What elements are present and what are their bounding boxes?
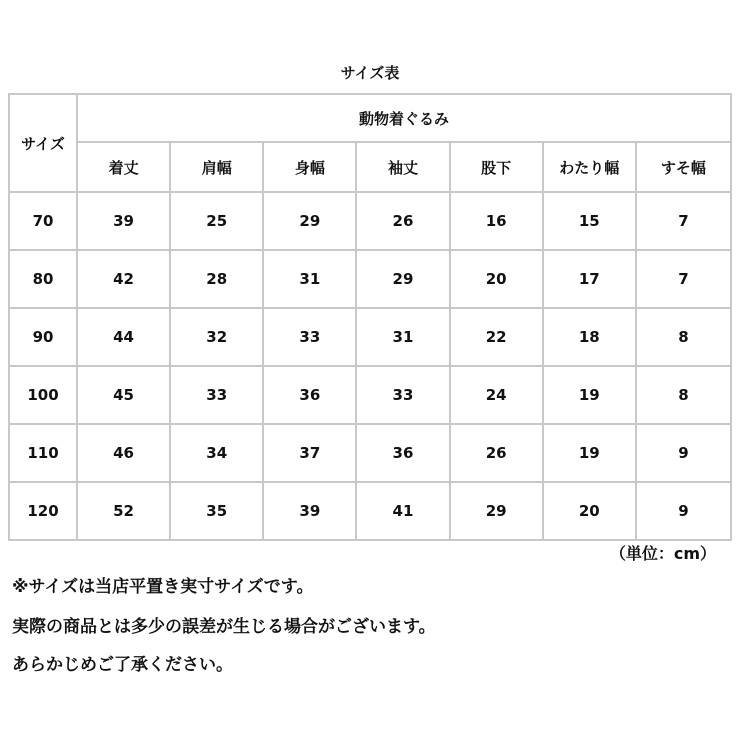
table-cell: 9: [678, 502, 689, 520]
size-cell: 70: [10, 193, 78, 251]
table-cell: 34: [171, 425, 264, 483]
table-cell: 29: [264, 193, 357, 251]
size-table: [8, 93, 732, 541]
table-cell: 8: [637, 309, 730, 367]
column-header: すそ幅: [637, 143, 730, 193]
table-cell: 17: [544, 251, 637, 309]
column-header: わたり幅: [544, 143, 637, 193]
table-row: [10, 193, 730, 251]
table-row: [10, 483, 730, 539]
table-cell: 24: [451, 367, 544, 425]
table-cell: 35: [171, 483, 264, 539]
table-cell: 8: [637, 367, 730, 425]
column-header: 袖丈: [357, 143, 450, 193]
table-cell: 7: [637, 251, 730, 309]
table-title: サイズ表: [340, 64, 400, 82]
table-cell: 18: [544, 309, 637, 367]
table-cell: 22: [451, 309, 544, 367]
table-cell: 16: [451, 193, 544, 251]
table-cell: 33: [171, 367, 264, 425]
table-cell: 28: [171, 251, 264, 309]
table-cell: 19: [544, 367, 637, 425]
unit-label: （単位：cm）: [609, 544, 716, 563]
table-row: [10, 425, 730, 483]
table-cell: 31: [357, 309, 450, 367]
note-line: ※サイズは当店平置き実寸サイズです。: [12, 577, 314, 597]
column-header: 身幅: [264, 143, 357, 193]
column-header: 股下: [451, 143, 544, 193]
table-cell: 25: [171, 193, 264, 251]
table-cell: 20: [451, 251, 544, 309]
table-cell: 19: [544, 425, 637, 483]
table-cell: 31: [264, 251, 357, 309]
table-cell: 44: [78, 309, 171, 367]
table-cell: 37: [264, 425, 357, 483]
note-line: あらかじめご了承ください。: [12, 655, 233, 675]
table-header-row: [10, 95, 730, 143]
table-row: [10, 251, 730, 309]
table-cell: 42: [78, 251, 171, 309]
table-cell: 33: [264, 309, 357, 367]
table-cell: 26: [357, 193, 450, 251]
table-cell: 36: [357, 425, 450, 483]
table-cell: 26: [451, 425, 544, 483]
table-cell: 33: [357, 367, 450, 425]
table-cell: 32: [171, 309, 264, 367]
size-column-header: サイズ: [10, 95, 78, 193]
table-cell: 20: [544, 483, 637, 539]
size-cell: 110: [10, 425, 78, 483]
table-cell: 46: [78, 425, 171, 483]
table-row: [10, 309, 730, 367]
table-cell: 36: [264, 367, 357, 425]
table-cell: 39: [78, 193, 171, 251]
table-cell: 29: [357, 251, 450, 309]
size-cell: 80: [10, 251, 78, 309]
table-cell: 39: [264, 483, 357, 539]
table-cell: 41: [357, 483, 450, 539]
group-header: 動物着ぐるみ: [78, 95, 730, 143]
size-cell: 90: [10, 309, 78, 367]
table-cell: 52: [78, 483, 171, 539]
table-row: [10, 367, 730, 425]
table-cell: 7: [637, 193, 730, 251]
table-cell: 9: [637, 425, 730, 483]
table-cell: 15: [544, 193, 637, 251]
size-cell: 120: [10, 483, 78, 539]
table-cell: 29: [451, 483, 544, 539]
table-cell: 45: [78, 367, 171, 425]
note-line: 実際の商品とは多少の誤差が生じる場合がございます。: [12, 617, 436, 637]
column-header: 肩幅: [171, 143, 264, 193]
column-header-row: [10, 143, 730, 193]
column-header: 着丈: [78, 143, 171, 193]
size-cell: 100: [10, 367, 78, 425]
